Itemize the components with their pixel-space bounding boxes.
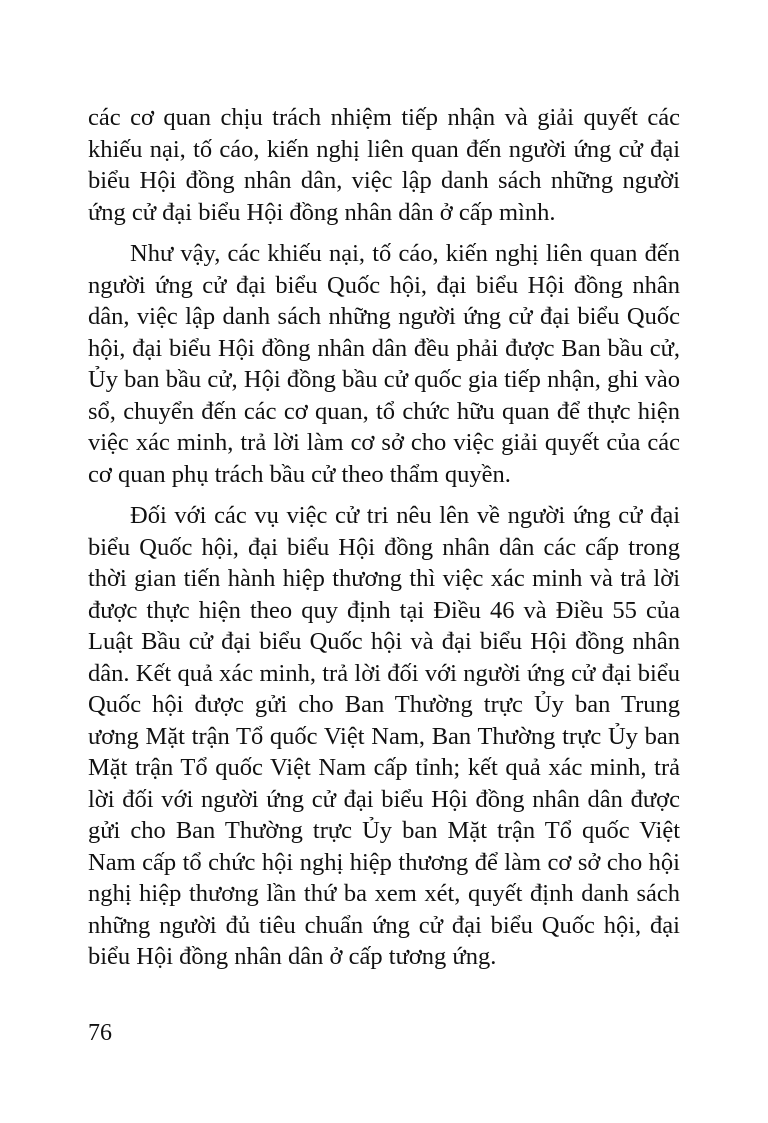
paragraph-consultation-verification: Đối với các vụ việc cử tri nêu lên về người ứng cử đại biểu Quốc hội, đại biểu Hội đồng nhân dân các cấp trong thời gian tiến hành hiệp thương thì việc xác minh và trả lời được thực hiện theo quy định tại Điều 46 và Điều 55 của Luật Bầu cử đại biểu Quốc hội và đại biểu Hội đồng nhân dân. Kết quả xác minh, trả lời đối với người ứng cử đại biểu Quốc hội được gửi cho Ban Thường trực Ủy ban Trung ương Mặt trận Tổ quốc Việt Nam, Ban Thường trực Ủy ban Mặt trận Tổ quốc Việt Nam cấp tỉnh; kết quả xác minh, trả lời đối với người ứng cử đại biểu Hội đồng nhân dân được gửi cho Ban Thường trực Ủy ban Mặt trận Tổ quốc Việt Nam cấp tổ chức hội nghị hiệp thương để làm cơ sở cho hội nghị hiệp thương lần thứ ba xem xét, quyết định danh sách những người đủ tiêu chuẩn ứng cử đại biểu Quốc hội, đại biểu Hội đồng nhân dân ở cấp tương ứng. (88, 502, 680, 970)
page-number: 76 (88, 1020, 112, 1046)
page-body (88, 102, 680, 973)
paragraph-continuation: các cơ quan chịu trách nhiệm tiếp nhận và giải quyết các khiếu nại, tố cáo, kiến nghị liên quan đến người ứng cử đại biểu Hội đồng nhân dân, việc lập danh sách những người ứng cử đại biểu Hội đồng nhân dân ở cấp mình. (88, 104, 680, 226)
paragraph-complaints-handling: Như vậy, các khiếu nại, tố cáo, kiến nghị liên quan đến người ứng cử đại biểu Quốc hội, đại biểu Hội đồng nhân dân, việc lập danh sách những người ứng cử đại biểu Quốc hội, đại biểu Hội đồng nhân dân đều phải được Ban bầu cử, Ủy ban bầu cử, Hội đồng bầu cử quốc gia tiếp nhận, ghi vào sổ, chuyển đến các cơ quan, tổ chức hữu quan để thực hiện việc xác minh, trả lời làm cơ sở cho việc giải quyết của các cơ quan phụ trách bầu cử theo thẩm quyền. (88, 240, 680, 488)
